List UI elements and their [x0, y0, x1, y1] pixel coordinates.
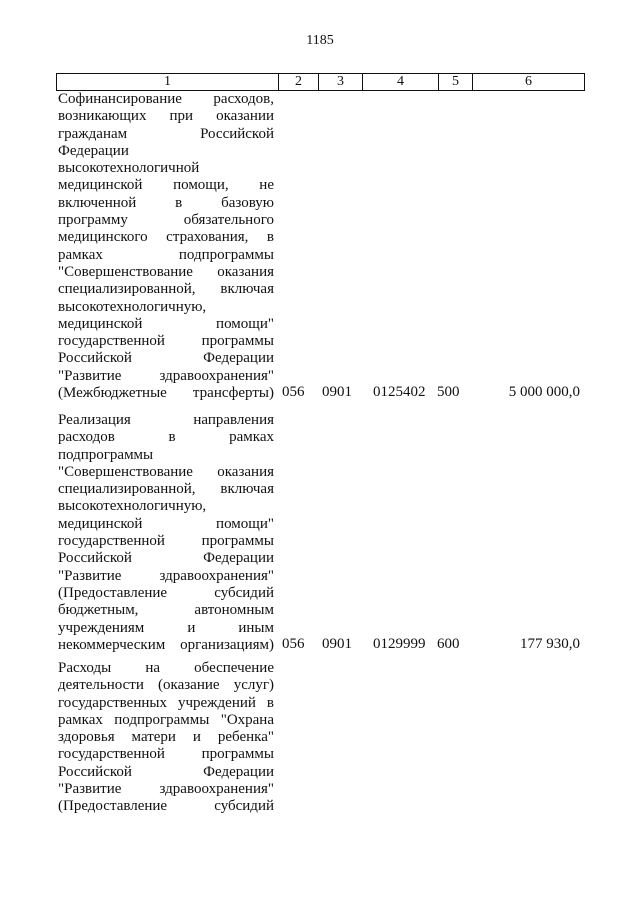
description-line: включенной в базовую [58, 194, 274, 211]
column-header-5: 5 [439, 74, 473, 90]
description-line: Федерации [58, 142, 129, 159]
amount-value: 177 930,0 [520, 636, 580, 652]
description-line: "Развитие здравоохранения" [58, 781, 274, 798]
row-description [58, 91, 274, 402]
description-line: бюджетным, автономным [58, 602, 274, 619]
description-line: расходов в рамках [58, 429, 274, 446]
description-line: высокотехнологичную, [58, 298, 207, 315]
table-header-row [56, 73, 585, 91]
description-line: высокотехнологичной [58, 160, 200, 177]
ministry-code: 056 [282, 384, 305, 400]
description-line: гражданам Российской [58, 125, 274, 142]
description-line: деятельности (оказание услуг) [58, 677, 274, 694]
description-line: (Межбюджетные трансферты) [58, 385, 274, 402]
target-code: 0125402 [373, 384, 426, 400]
description-line: Софинансирование расходов, [58, 91, 274, 107]
description-line: Российской Федерации [58, 350, 274, 367]
description-line: государственной программы [58, 533, 274, 550]
description-line: "Совершенствование оказания [58, 263, 274, 280]
description-line: специализированной, включая [58, 281, 274, 298]
page-number: 1185 [306, 33, 334, 48]
ministry-code: 056 [282, 636, 305, 652]
section-code: 0901 [322, 636, 352, 652]
description-line: государственной программы [58, 333, 274, 350]
expense-type-code: 600 [437, 636, 460, 652]
column-header-2: 2 [279, 74, 319, 90]
description-line: "Развитие здравоохранения" [58, 367, 274, 384]
description-line: Расходы на обеспечение [58, 660, 274, 676]
description-line: подпрограммы [58, 446, 154, 463]
table-row [56, 412, 585, 657]
column-header-3: 3 [319, 74, 363, 90]
target-code: 0129999 [373, 636, 426, 652]
description-line: высокотехнологичную, [58, 498, 207, 515]
description-line: рамках подпрограммы "Охрана [58, 711, 274, 728]
description-line: медицинской помощи, не [58, 177, 274, 194]
description-line: государственной программы [58, 746, 274, 763]
row-description [58, 660, 274, 816]
description-line: медицинской помощи" [58, 515, 274, 532]
description-line: медицинского страхования, в [58, 229, 274, 246]
description-line: "Развитие здравоохранения" [58, 567, 274, 584]
description-line: Российской Федерации [58, 550, 274, 567]
description-line: "Совершенствование оказания [58, 463, 274, 480]
column-header-4: 4 [363, 74, 439, 90]
table-row [56, 660, 585, 820]
description-line: возникающих при оказании [58, 108, 274, 125]
description-line: Реализация направления [58, 412, 274, 428]
description-line: специализированной, включая [58, 481, 274, 498]
table-row [56, 91, 585, 409]
column-header-1: 1 [57, 74, 279, 90]
amount-value: 5 000 000,0 [508, 384, 580, 400]
description-line: некоммерческим организациям) [58, 636, 274, 653]
description-line: программу обязательного [58, 212, 274, 229]
description-line: здоровья матери и ребенка" [58, 729, 274, 746]
description-line: учреждениям и иным [58, 619, 274, 636]
description-line: рамках подпрограммы [58, 246, 274, 263]
description-line: (Предоставление субсидий [58, 584, 274, 601]
row-description [58, 412, 274, 654]
section-code: 0901 [322, 384, 352, 400]
description-line: Российской Федерации [58, 763, 274, 780]
description-line: (Предоставление субсидий [58, 798, 274, 815]
description-line: государственных учреждений в [58, 694, 274, 711]
expense-type-code: 500 [437, 384, 460, 400]
description-line: медицинской помощи" [58, 315, 274, 332]
column-header-6: 6 [525, 74, 532, 89]
